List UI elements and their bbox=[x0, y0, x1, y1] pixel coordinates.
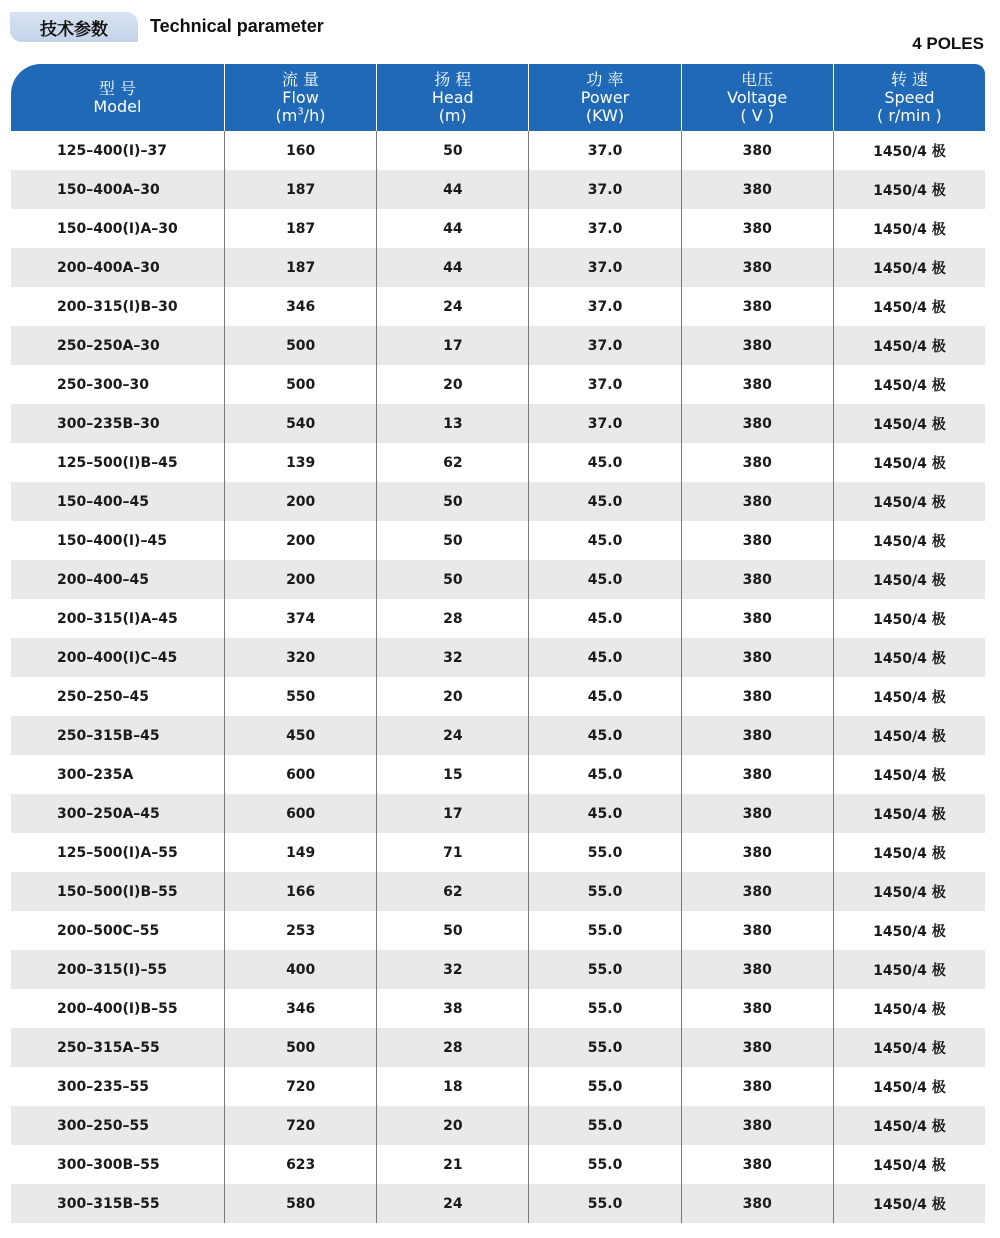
cell-model: 200–400(I)B–55 bbox=[57, 1000, 178, 1017]
table-row bbox=[11, 794, 985, 833]
column-header-unit: $(m^3/h)$ bbox=[275, 105, 326, 125]
table-row bbox=[11, 638, 985, 677]
column-header-flow bbox=[224, 64, 376, 131]
cell-speed: 1450/4 极 bbox=[833, 716, 985, 755]
cell-head: 44 bbox=[376, 170, 528, 209]
cell-flow: 500 bbox=[224, 326, 376, 365]
cell-model: 250–250A–30 bbox=[57, 337, 160, 354]
column-header-unit: ( r/min ) bbox=[876, 105, 942, 125]
column-header-cn: 功 率 bbox=[586, 69, 624, 89]
cell-flow: 187 bbox=[224, 248, 376, 287]
section-title-en: Technical parameter bbox=[150, 16, 324, 36]
column-header-unit: (KW) bbox=[585, 105, 625, 125]
cell-speed: 1450/4 极 bbox=[833, 1028, 985, 1067]
cell-head: 18 bbox=[376, 1067, 528, 1106]
column-header-cn: 电压 bbox=[741, 69, 774, 89]
cell-speed: 1450/4 极 bbox=[833, 560, 985, 599]
cell-head: 38 bbox=[376, 989, 528, 1028]
cell-head: 17 bbox=[376, 794, 528, 833]
column-header-cn: 扬 程 bbox=[434, 69, 472, 89]
table-row bbox=[11, 1028, 985, 1067]
cell-power: 45.0 bbox=[528, 443, 680, 482]
cell-head: 71 bbox=[376, 833, 528, 872]
cell-head: 32 bbox=[376, 638, 528, 677]
cell-head: 50 bbox=[376, 521, 528, 560]
table-row bbox=[11, 911, 985, 950]
cell-flow: 600 bbox=[224, 794, 376, 833]
cell-model: 200–315(I)B–30 bbox=[57, 298, 178, 315]
cell-speed: 1450/4 极 bbox=[833, 911, 985, 950]
cell-voltage: 380 bbox=[681, 677, 833, 716]
table-row bbox=[11, 599, 985, 638]
cell-voltage: 380 bbox=[681, 1067, 833, 1106]
table-row bbox=[11, 950, 985, 989]
cell-speed: 1450/4 极 bbox=[833, 677, 985, 716]
cell-model: 125–500(I)A–55 bbox=[57, 844, 178, 861]
cell-flow: 580 bbox=[224, 1184, 376, 1223]
cell-head: 50 bbox=[376, 911, 528, 950]
cell-speed: 1450/4 极 bbox=[833, 482, 985, 521]
column-header-cn: 流 量 bbox=[281, 69, 320, 89]
cell-speed: 1450/4 极 bbox=[833, 1106, 985, 1145]
cell-power: 37.0 bbox=[528, 248, 680, 287]
cell-voltage: 380 bbox=[681, 287, 833, 326]
cell-head: 50 bbox=[376, 560, 528, 599]
cell-speed: 1450/4 极 bbox=[833, 443, 985, 482]
table-row bbox=[11, 1145, 985, 1184]
table-row bbox=[11, 872, 985, 911]
cell-head: 20 bbox=[376, 677, 528, 716]
column-header-speed bbox=[833, 64, 985, 131]
cell-speed: 1450/4 极 bbox=[833, 209, 985, 248]
table-row bbox=[11, 833, 985, 872]
cell-model: 150–500(I)B–55 bbox=[57, 883, 178, 900]
cell-speed: 1450/4 极 bbox=[833, 326, 985, 365]
table-row bbox=[11, 287, 985, 326]
cell-voltage: 380 bbox=[681, 443, 833, 482]
table-header bbox=[11, 64, 985, 131]
cell-power: 55.0 bbox=[528, 1184, 680, 1223]
cell-model: 300–250–55 bbox=[57, 1117, 149, 1134]
column-header-en: Speed bbox=[884, 87, 935, 107]
column-header-en: Model bbox=[93, 96, 142, 116]
cell-power: 45.0 bbox=[528, 794, 680, 833]
cell-power: 55.0 bbox=[528, 833, 680, 872]
column-header-en: Power bbox=[580, 87, 630, 107]
cell-flow: 450 bbox=[224, 716, 376, 755]
cell-head: 24 bbox=[376, 1184, 528, 1223]
cell-head: 15 bbox=[376, 755, 528, 794]
column-header-head bbox=[376, 64, 528, 131]
cell-speed: 1450/4 极 bbox=[833, 1145, 985, 1184]
cell-power: 45.0 bbox=[528, 716, 680, 755]
cell-model: 300–315B–55 bbox=[57, 1195, 160, 1212]
cell-flow: 160 bbox=[224, 131, 376, 170]
column-header-model bbox=[11, 64, 224, 131]
cell-speed: 1450/4 极 bbox=[833, 365, 985, 404]
cell-model: 200–315(I)A–45 bbox=[57, 610, 178, 627]
cell-voltage: 380 bbox=[681, 1028, 833, 1067]
cell-head: 62 bbox=[376, 872, 528, 911]
cell-voltage: 380 bbox=[681, 638, 833, 677]
cell-head: 44 bbox=[376, 209, 528, 248]
table-row bbox=[11, 755, 985, 794]
cell-voltage: 380 bbox=[681, 950, 833, 989]
column-header-voltage bbox=[681, 64, 833, 131]
cell-head: 13 bbox=[376, 404, 528, 443]
cell-power: 55.0 bbox=[528, 950, 680, 989]
cell-flow: 600 bbox=[224, 755, 376, 794]
cell-speed: 1450/4 极 bbox=[833, 404, 985, 443]
cell-voltage: 380 bbox=[681, 248, 833, 287]
cell-flow: 166 bbox=[224, 872, 376, 911]
cell-flow: 346 bbox=[224, 287, 376, 326]
cell-head: 28 bbox=[376, 1028, 528, 1067]
cell-model: 300–250A–45 bbox=[57, 805, 160, 822]
table-row bbox=[11, 131, 985, 170]
cell-speed: 1450/4 极 bbox=[833, 599, 985, 638]
cell-model: 150–400A–30 bbox=[57, 181, 160, 198]
cell-flow: 139 bbox=[224, 443, 376, 482]
cell-speed: 1450/4 极 bbox=[833, 131, 985, 170]
cell-flow: 540 bbox=[224, 404, 376, 443]
cell-power: 45.0 bbox=[528, 599, 680, 638]
cell-power: 45.0 bbox=[528, 521, 680, 560]
cell-power: 55.0 bbox=[528, 872, 680, 911]
cell-speed: 1450/4 极 bbox=[833, 170, 985, 209]
table-row bbox=[11, 482, 985, 521]
cell-flow: 200 bbox=[224, 560, 376, 599]
cell-model: 125–500(I)B–45 bbox=[57, 454, 178, 471]
table-row bbox=[11, 170, 985, 209]
table-row bbox=[11, 1184, 985, 1223]
cell-head: 17 bbox=[376, 326, 528, 365]
cell-voltage: 380 bbox=[681, 989, 833, 1028]
column-header-unit: (m) bbox=[438, 105, 467, 125]
table-row bbox=[11, 521, 985, 560]
cell-speed: 1450/4 极 bbox=[833, 287, 985, 326]
cell-voltage: 380 bbox=[681, 1184, 833, 1223]
cell-head: 24 bbox=[376, 287, 528, 326]
cell-head: 44 bbox=[376, 248, 528, 287]
cell-speed: 1450/4 极 bbox=[833, 794, 985, 833]
cell-speed: 1450/4 极 bbox=[833, 833, 985, 872]
cell-voltage: 380 bbox=[681, 911, 833, 950]
cell-flow: 200 bbox=[224, 521, 376, 560]
cell-speed: 1450/4 极 bbox=[833, 521, 985, 560]
cell-speed: 1450/4 极 bbox=[833, 950, 985, 989]
cell-flow: 200 bbox=[224, 482, 376, 521]
cell-model: 250–315B–45 bbox=[57, 727, 160, 744]
table-row bbox=[11, 677, 985, 716]
cell-model: 250–250–45 bbox=[57, 688, 149, 705]
cell-speed: 1450/4 极 bbox=[833, 1067, 985, 1106]
table-row bbox=[11, 248, 985, 287]
poles-label: 4 POLES bbox=[912, 34, 984, 53]
cell-model: 300–235–55 bbox=[57, 1078, 149, 1095]
cell-flow: 400 bbox=[224, 950, 376, 989]
table-row bbox=[11, 404, 985, 443]
column-header-power bbox=[528, 64, 680, 131]
cell-model: 150–400(I)–45 bbox=[57, 532, 167, 549]
cell-power: 55.0 bbox=[528, 989, 680, 1028]
cell-voltage: 380 bbox=[681, 1106, 833, 1145]
cell-speed: 1450/4 极 bbox=[833, 248, 985, 287]
cell-voltage: 380 bbox=[681, 872, 833, 911]
cell-flow: 623 bbox=[224, 1145, 376, 1184]
cell-flow: 253 bbox=[224, 911, 376, 950]
cell-flow: 187 bbox=[224, 209, 376, 248]
cell-model: 125–400(I)–37 bbox=[57, 142, 167, 159]
cell-head: 20 bbox=[376, 365, 528, 404]
cell-model: 250–300–30 bbox=[57, 376, 149, 393]
cell-model: 250–315A–55 bbox=[57, 1039, 160, 1056]
table-row bbox=[11, 560, 985, 599]
cell-head: 21 bbox=[376, 1145, 528, 1184]
table-row bbox=[11, 365, 985, 404]
cell-voltage: 380 bbox=[681, 833, 833, 872]
cell-speed: 1450/4 极 bbox=[833, 638, 985, 677]
cell-flow: 500 bbox=[224, 365, 376, 404]
cell-model: 200–400–45 bbox=[57, 571, 149, 588]
cell-flow: 320 bbox=[224, 638, 376, 677]
column-header-en: Head bbox=[431, 87, 474, 107]
cell-flow: 720 bbox=[224, 1067, 376, 1106]
cell-flow: 720 bbox=[224, 1106, 376, 1145]
cell-speed: 1450/4 极 bbox=[833, 989, 985, 1028]
table-row bbox=[11, 1106, 985, 1145]
cell-voltage: 380 bbox=[681, 794, 833, 833]
cell-speed: 1450/4 极 bbox=[833, 755, 985, 794]
cell-model: 150–400(I)A–30 bbox=[57, 220, 178, 237]
table-row bbox=[11, 989, 985, 1028]
cell-power: 55.0 bbox=[528, 1106, 680, 1145]
cell-head: 24 bbox=[376, 716, 528, 755]
cell-power: 55.0 bbox=[528, 911, 680, 950]
cell-flow: 149 bbox=[224, 833, 376, 872]
cell-model: 200–400(I)C–45 bbox=[57, 649, 178, 666]
cell-power: 37.0 bbox=[528, 404, 680, 443]
cell-flow: 500 bbox=[224, 1028, 376, 1067]
cell-power: 37.0 bbox=[528, 326, 680, 365]
cell-voltage: 380 bbox=[681, 482, 833, 521]
cell-power: 55.0 bbox=[528, 1028, 680, 1067]
cell-voltage: 380 bbox=[681, 170, 833, 209]
column-header-en: Voltage bbox=[727, 87, 788, 107]
column-header-cn: 型 号 bbox=[98, 78, 136, 98]
table-row bbox=[11, 1067, 985, 1106]
cell-model: 300–235B–30 bbox=[57, 415, 160, 432]
cell-power: 45.0 bbox=[528, 755, 680, 794]
column-header-unit: ( V ) bbox=[740, 105, 774, 125]
table-row bbox=[11, 443, 985, 482]
table-body bbox=[11, 131, 985, 1223]
cell-head: 62 bbox=[376, 443, 528, 482]
cell-power: 37.0 bbox=[528, 365, 680, 404]
cell-power: 45.0 bbox=[528, 482, 680, 521]
cell-voltage: 380 bbox=[681, 131, 833, 170]
cell-speed: 1450/4 极 bbox=[833, 1184, 985, 1223]
cell-speed: 1450/4 极 bbox=[833, 872, 985, 911]
cell-voltage: 380 bbox=[681, 365, 833, 404]
column-header-cn: 转 速 bbox=[890, 69, 928, 89]
cell-voltage: 380 bbox=[681, 326, 833, 365]
table-row bbox=[11, 326, 985, 365]
section-title-cn: 技术参数 bbox=[10, 12, 138, 42]
cell-voltage: 380 bbox=[681, 209, 833, 248]
cell-voltage: 380 bbox=[681, 755, 833, 794]
table-row bbox=[11, 209, 985, 248]
cell-power: 37.0 bbox=[528, 131, 680, 170]
cell-voltage: 380 bbox=[681, 521, 833, 560]
cell-voltage: 380 bbox=[681, 716, 833, 755]
cell-head: 20 bbox=[376, 1106, 528, 1145]
cell-power: 45.0 bbox=[528, 677, 680, 716]
cell-flow: 550 bbox=[224, 677, 376, 716]
cell-voltage: 380 bbox=[681, 1145, 833, 1184]
cell-head: 50 bbox=[376, 131, 528, 170]
technical-parameter-table bbox=[11, 64, 985, 1223]
table-row bbox=[11, 716, 985, 755]
cell-head: 50 bbox=[376, 482, 528, 521]
cell-flow: 187 bbox=[224, 170, 376, 209]
cell-model: 300–235A bbox=[57, 766, 134, 783]
cell-head: 28 bbox=[376, 599, 528, 638]
cell-voltage: 380 bbox=[681, 404, 833, 443]
cell-flow: 374 bbox=[224, 599, 376, 638]
column-header-en: Flow bbox=[282, 87, 319, 107]
cell-power: 55.0 bbox=[528, 1145, 680, 1184]
cell-power: 37.0 bbox=[528, 287, 680, 326]
cell-model: 300–300B–55 bbox=[57, 1156, 160, 1173]
cell-power: 37.0 bbox=[528, 209, 680, 248]
cell-flow: 346 bbox=[224, 989, 376, 1028]
cell-power: 55.0 bbox=[528, 1067, 680, 1106]
cell-voltage: 380 bbox=[681, 599, 833, 638]
cell-voltage: 380 bbox=[681, 560, 833, 599]
cell-model: 150–400–45 bbox=[57, 493, 149, 510]
cell-power: 37.0 bbox=[528, 170, 680, 209]
cell-head: 32 bbox=[376, 950, 528, 989]
cell-power: 45.0 bbox=[528, 560, 680, 599]
cell-model: 200–315(I)–55 bbox=[57, 961, 167, 978]
cell-model: 200–400A–30 bbox=[57, 259, 160, 276]
cell-model: 200–500C–55 bbox=[57, 922, 160, 939]
cell-power: 45.0 bbox=[528, 638, 680, 677]
